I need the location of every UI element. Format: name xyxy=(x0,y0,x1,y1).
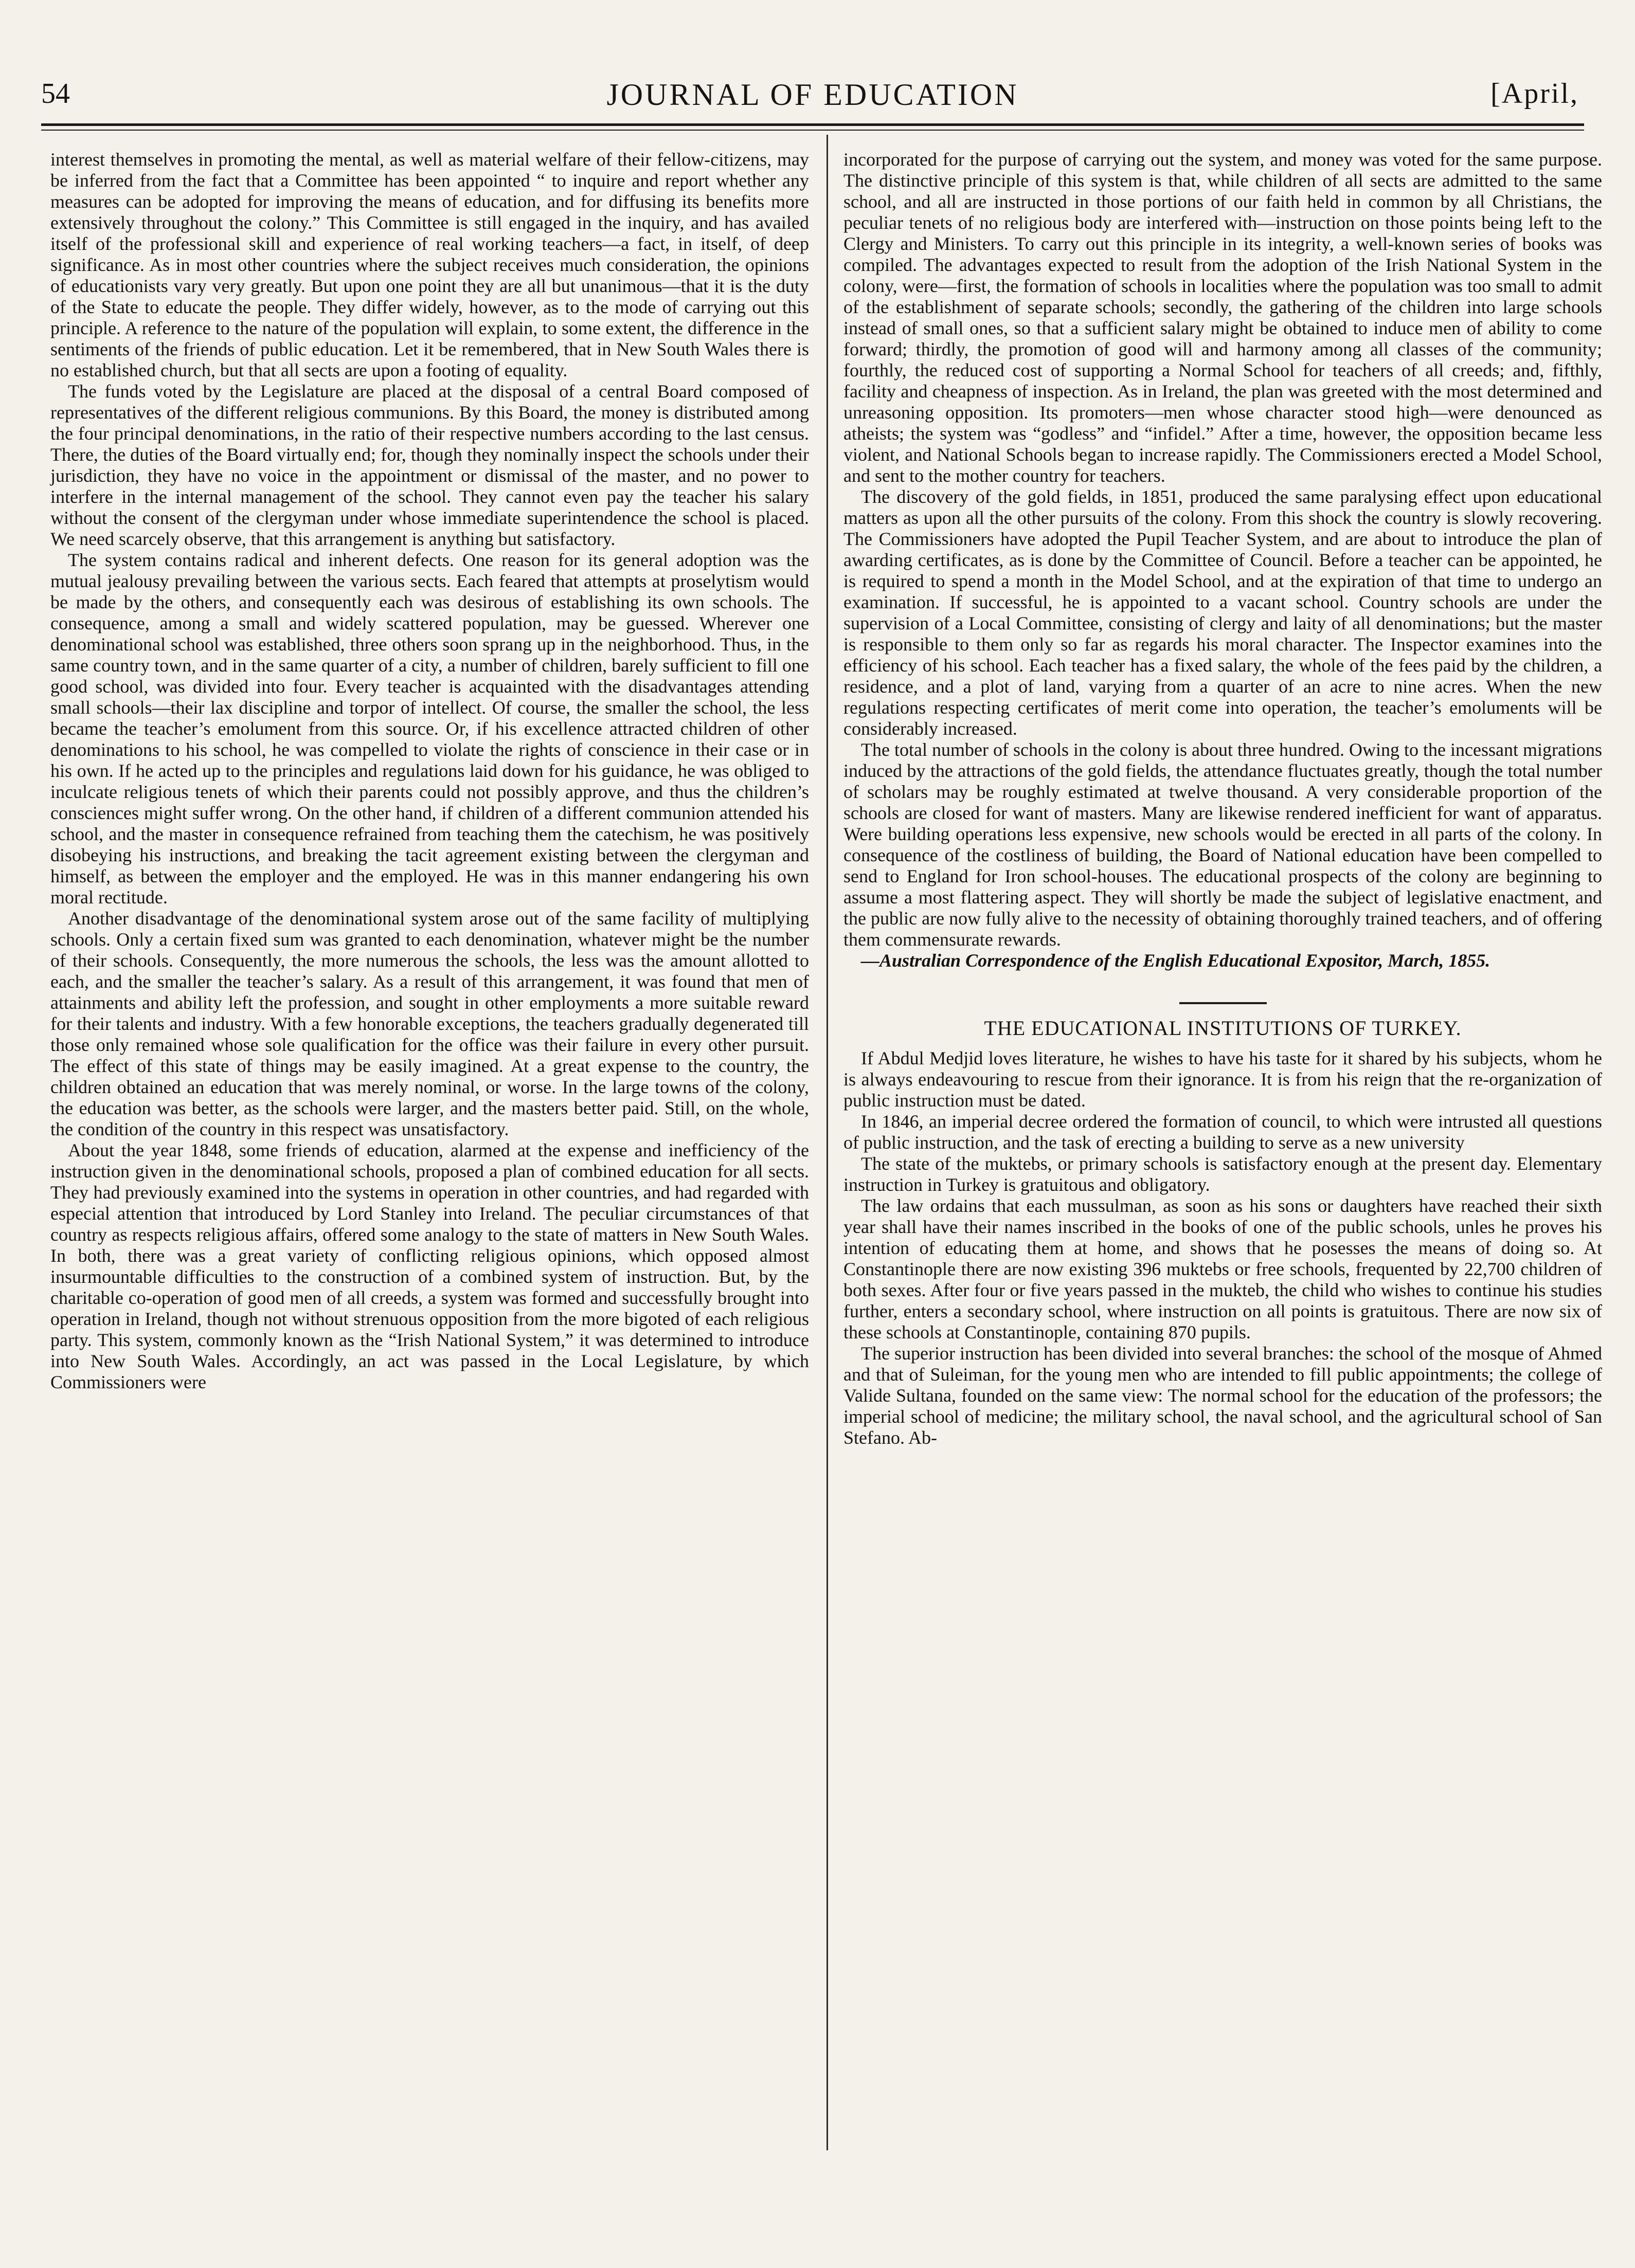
source-citation: —Australian Correspondence of the English Educational Expositor, March, 1855. xyxy=(861,950,1490,971)
column-divider xyxy=(827,135,828,2150)
paragraph: interest themselves in promoting the mental, as well as material welfare of their fellow-citizens, may be inferred from the fact that a Committee has been appointed “ to inquire and report whether any measures can be adopted for improving the means of education, and for diffusing its benefits more extensively throughout the colony.” This Committee is still engaged in the inquiry, and has availed itself of the professional skill and experience of real working teachers—a fact, in itself, of deep significance. As in most other countries where the subject receives much consideration, the opinions of educationists vary very greatly. But upon one point they are all but unanimous—that it is the duty of the State to educate the people. They differ widely, however, as to the mode of carrying out this principle. A reference to the nature of the population will explain, to some extent, the difference in the sentiments of the friends of public education. Let it be remembered, that in New South Wales there is no established church, but that all sects are upon a footing of equality. xyxy=(50,149,809,380)
paragraph: The superior instruction has been divided into several branches: the school of the mosque of Ahmed and that of Suleiman, for the young men who are intended to fill public appointments; the college of Valide Sultana, founded on the same view: The normal school for the education of the professors; the imperial school of medicine; the military school, the naval school, and the agricultural school of San Stefano. Ab- xyxy=(843,1343,1602,1448)
header-rule-thin xyxy=(41,130,1584,131)
paragraph: The total number of schools in the colony is about three hundred. Owing to the incessant migrations induced by the attractions of the gold fields, the attendance fluctuates greatly, though the total number of scholars may be roughly estimated at twelve thousand. A very considerable proportion of the schools are closed for want of masters. Many are likewise rendered inefficient for want of apparatus. Were building operations less expensive, new schools would be erected in all parts of the colony. In consequence of the costliness of building, the Board of National education have been compelled to send to England for Iron school-houses. The educational prospects of the colony are beginning to assume a most flattering aspect. They will shortly be made the subject of legislative enactment, and the public are now fully alive to the necessity of obtaining thoroughly trained teachers, and of offering them commensurate rewards. xyxy=(843,739,1602,950)
paragraph: In 1846, an imperial decree ordered the formation of council, to which were intrusted all questions of public instruction, and the task of erecting a building to serve as a new university xyxy=(843,1111,1602,1153)
paragraph: Another disadvantage of the denominational system arose out of the same facility of multiplying schools. Only a certain fixed sum was granted to each denomination, whatever might be the number of their schools. Consequently, the more numerous the schools, the less was the amount allotted to each, and the smaller the teacher’s salary. As a result of this arrangement, it was found that men of attainments and ability left the profession, and sought in other employments a more suitable reward for their talents and industry. With a few honorable exceptions, the teachers gradually degenerated till those only remained whose sole qualification for the office was their failure in every other pursuit. The effect of this state of things may be easily imagined. At a great expense to the country, the children obtained an education that was merely nominal, or worse. In the large towns of the colony, the education was better, as the schools were larger, and the masters better paid. Still, on the whole, the condition of the country in this respect was unsatisfactory. xyxy=(50,908,809,1139)
left-column xyxy=(50,149,809,1393)
paragraph: The funds voted by the Legislature are placed at the disposal of a central Board composed of representatives of the different religious communions. By this Board, the money is distributed among the four principal denominations, in the ratio of their respective numbers according to the last census. There, the duties of the Board virtually end; for, though they nominally inspect the schools under their jurisdiction, they have no voice in the appointment or dismissal of the master, and no power to interfere in the internal management of the school. They cannot even pay the teacher his salary without the consent of the clergyman under whose immediate superintendence the school is placed. We need scarcely observe, that this arrangement is anything but satisfactory. xyxy=(50,381,809,549)
paragraph: The law ordains that each mussulman, as soon as his sons or daughters have reached their sixth year shall have their names inscribed in the books of one of the public schools, unles he proves his intention of educating them at home, and shows that he posesses the means of doing so. At Constantinople there are now existing 396 muktebs or free schools, frequented by 22,700 children of both sexes. After four or five years passed in the mukteb, the child who wishes to continue his studies further, enters a secondary school, where instruction on all points is gratuitous. There are now six of these schools at Constantinople, containing 870 pupils. xyxy=(843,1195,1602,1342)
issue-month: [April, xyxy=(1490,78,1579,110)
paragraph: incorporated for the purpose of carrying out the system, and money was voted for the same purpose. The distinctive principle of this system is that, while children of all sects are admitted to the same school, and all are instructed in those portions of our faith held in common by all Christians, the peculiar tenets of no religious body are interfered with—instruction on those points being left to the Clergy and Ministers. To carry out this principle in its integrity, a well-known series of books was compiled. The advantages expected to result from the adoption of the Irish National System in the colony, were—first, the formation of schools in localities where the population was too small to admit of the establishment of separate schools; secondly, the gathering of the children into large schools instead of small ones, so that a sufficient salary might be obtained to induce men of ability to come forward; thirdly, the promotion of good will and harmony among all classes of the community; fourthly, the reduced cost of supporting a Normal School for teachers of all creeds; and, fifthly, facility and cheapness of inspection. As in Ireland, the plan was greeted with the most determined and unreasoning opposition. Its promoters—men whose character stood high—were denounced as atheists; the system was “godless” and “infidel.” After a time, however, the opposition became less violent, and National Schools began to increase rapidly. The Commissioners erected a Model School, and sent to the mother country for teachers. xyxy=(843,149,1602,486)
section-separator xyxy=(1179,1002,1267,1004)
paragraph: About the year 1848, some friends of education, alarmed at the expense and inefficiency of the instruction given in the denominational schools, proposed a plan of combined education for all sects. They had previously examined into the systems in operation in other countries, and had regarded with especial attention that introduced by Lord Stanley into Ireland. The peculiar circumstances of that country as respects religious affairs, offered some analogy to the state of matters in New South Wales. In both, there was a great variety of conflicting religious opinions, which opposed almost insurmountable difficulties to the construction of a combined system of instruction. But, by the charitable co-operation of good men of all creeds, a system was formed and successfully brought into operation in Ireland, though not without strenuous opposition from the more bigoted of each religious party. This system, commonly known as the “Irish National System,” it was determined to introduce into New South Wales. Accordingly, an act was passed in the Local Legislature, by which Commissioners were xyxy=(50,1140,809,1392)
page-number: 54 xyxy=(41,78,70,110)
journal-title: JOURNAL OF EDUCATION xyxy=(606,78,1019,112)
article-title: THE EDUCATIONAL INSTITUTIONS OF TURKEY. xyxy=(984,1017,1462,1040)
right-column xyxy=(843,149,1602,1448)
header-rule-thick xyxy=(41,123,1584,126)
paragraph: The system contains radical and inherent defects. One reason for its general adoption was the mutual jealousy prevailing between the various sects. Each feared that attempts at proselytism would be made by the others, and consequently each was desirous of establishing its own schools. The consequence, among a small and widely scattered population, may be guessed. Wherever one denominational school was established, three others soon sprang up in the neighborhood. Thus, in the same country town, and in the same quarter of a city, a number of children, barely sufficient to fill one good school, was divided into four. Every teacher is acquainted with the disadvantages attending small schools—their lax discipline and torpor of intellect. Of course, the smaller the school, the less became the teacher’s emolument from this source. Or, if his excellence attracted children of other denominations to his school, he was compelled to violate the rights of conscience in their case or in his own. If he acted up to the principles and regulations laid down for his guidance, he was obliged to inculcate religious tenets of which their parents could not possibly approve, and thus the children’s consciences might suffer wrong. On the other hand, if children of a different communion attended his school, and the master in consequence refrained from teaching them the catechism, he was positively disobeying his instructions, and breaking the tacit agreement existing between the clergyman and himself, as between the employer and the employed. He was in this manner endangering his own moral rectitude. xyxy=(50,550,809,908)
paragraph: If Abdul Medjid loves literature, he wishes to have his taste for it shared by his subjects, whom he is always endeavouring to rescue from their ignorance. It is from his reign that the re-organization of public instruction must be dated. xyxy=(843,1048,1602,1111)
turkey-article xyxy=(843,1048,1602,1448)
page-header xyxy=(41,77,1584,123)
paragraph: The discovery of the gold fields, in 1851, produced the same paralysing effect upon educational matters as upon all the other pursuits of the colony. From this shock the country is slowly recovering. The Commissioners have adopted the Pupil Teacher System, and are about to introduce the plan of awarding certificates, as is done by the Committee of Council. Before a teacher can be appointed, he is required to spend a month in the Model School, and at the expiration of that time to undergo an examination. If successful, he is appointed to a vacant school. Country schools are under the supervision of a Local Committee, consisting of clergy and laity of all denominations; but the master is responsible to them only so far as regards his moral character. The Inspector examines into the efficiency of his school. Each teacher has a fixed salary, the whole of the fees paid by the children, a residence, and a plot of land, varying from a quarter of an acre to nine acres. When the new regulations respecting certificates of merit come into operation, the teacher’s emoluments will be considerably increased. xyxy=(843,486,1602,739)
paragraph: The state of the muktebs, or primary schools is satisfactory enough at the present day. Elementary instruction in Turkey is gratuitous and obligatory. xyxy=(843,1153,1602,1195)
